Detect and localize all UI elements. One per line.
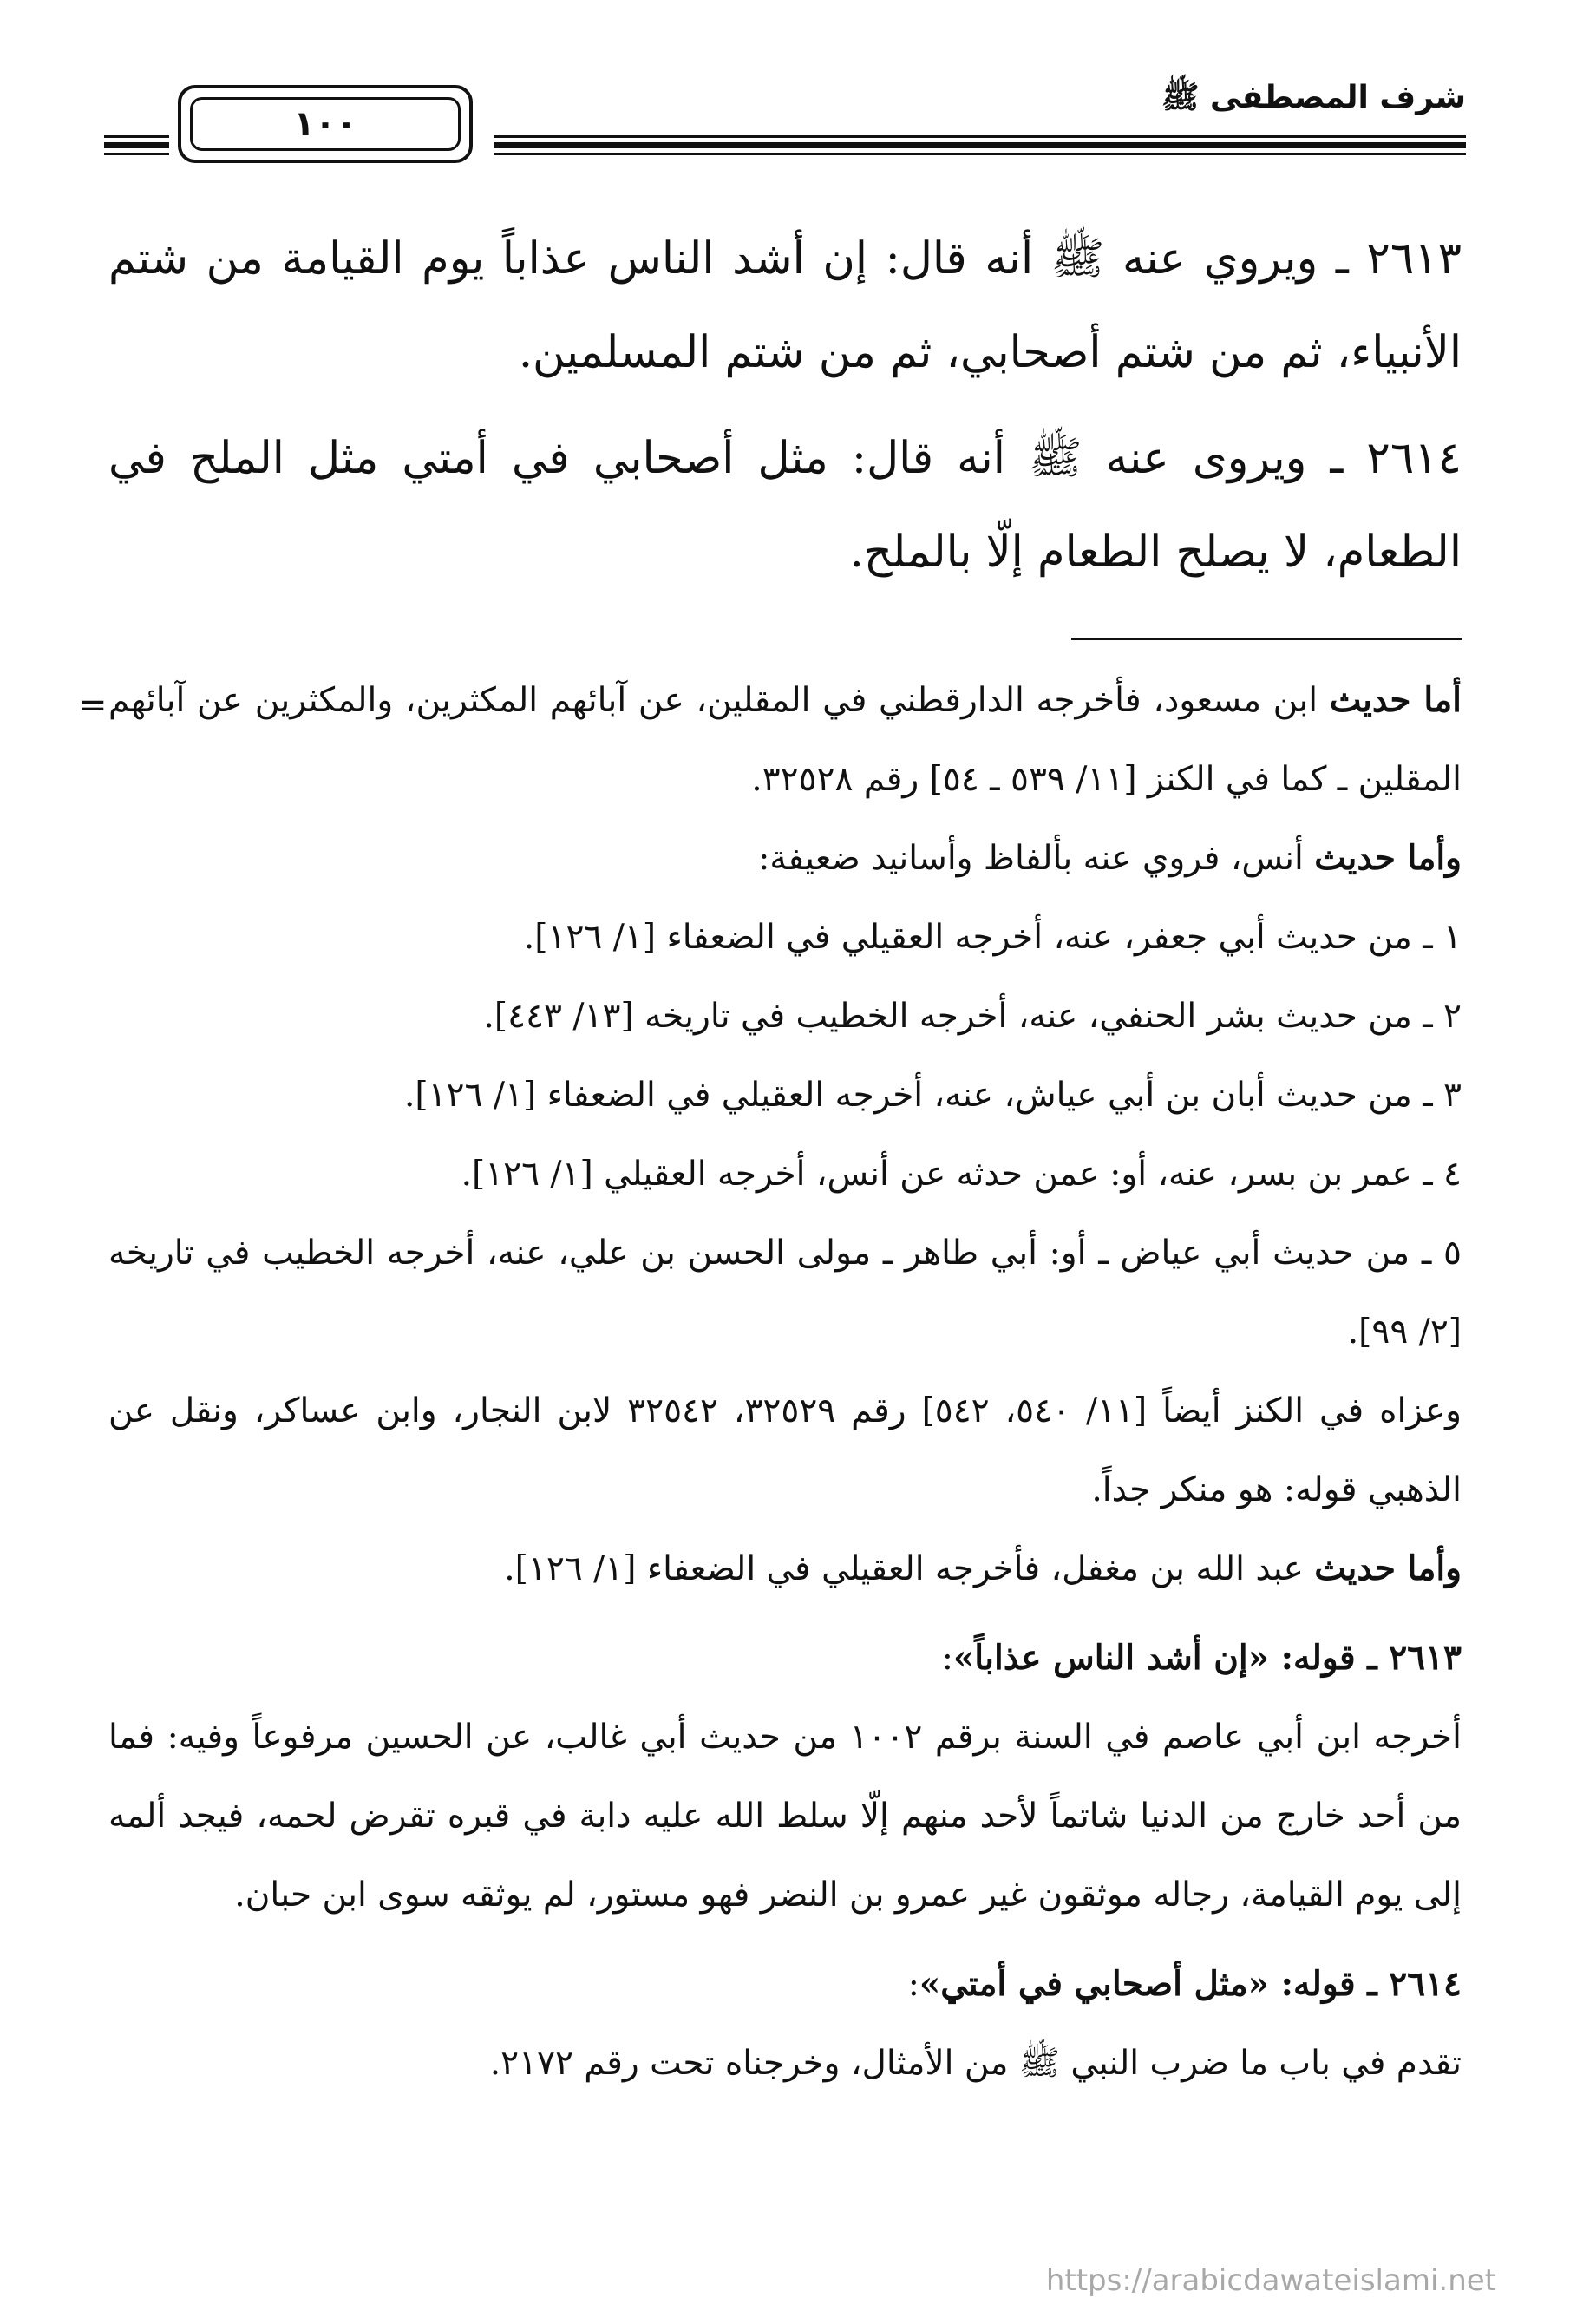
footnote-separator bbox=[1071, 638, 1462, 640]
hadith-2613: ٢٦١٣ ـ ويروي عنه ﷺ أنه قال: إن أشد الناس عذاباً يوم القيامة من شتم الأنبياء، ثم من شتم أصحابي، ثم من شتم المسلمين. bbox=[108, 233, 1462, 378]
continuation-mark: = bbox=[78, 685, 108, 725]
footnote-paragraph: أما حديث ابن مسعود، فأخرجه الدارقطني في المقلين، عن آبائهم المكثرين، والمكثرين عن آبائهم المقلين ـ كما في الكنز [١١/ ٥٣٩ ـ ٥٤] رقم ٣٢٥٢٨. bbox=[108, 680, 1462, 799]
bold-lead: أما حديث bbox=[1329, 680, 1462, 720]
hadith-2614: ٢٦١٤ ـ ويروى عنه ﷺ أنه قال: مثل أصحابي في أمتي مثل الملح في الطعام، لا يصلح الطعام إلّا بالملح. bbox=[108, 433, 1462, 578]
footnote-paragraph: وأما حديث عبد الله بن مغفل، فأخرجه العقيلي في الضعفاء [١/ ١٢٦]. bbox=[504, 1548, 1462, 1588]
page-number: ١٠٠ bbox=[190, 97, 461, 151]
footnote-list-item: ١ ـ من حديث أبي جعفر، عنه، أخرجه العقيلي في الضعفاء [١/ ١٢٦]. bbox=[523, 918, 1462, 957]
page-header bbox=[104, 61, 1466, 165]
footnote-paragraph: وأما حديث أنس، فروي عنه بألفاظ وأسانيد ضعيفة: bbox=[758, 838, 1462, 878]
bold-lead: وأما حديث bbox=[1314, 1548, 1462, 1588]
header-rule bbox=[494, 130, 1466, 165]
footnote-paragraph: وعزاه في الكنز أيضاً [١١/ ٥٤٠، ٥٤٢] رقم ٣٢٥٢٩، ٣٢٥٤٢ لابن النجار، وابن عساكر، ونقل عن الذهبي قوله: هو منكر جداً. bbox=[108, 1391, 1462, 1509]
bold-lead: وأما حديث bbox=[1314, 838, 1462, 878]
watermark-url: https://arabicdawateislami.net bbox=[1045, 2263, 1496, 2298]
footnote-paragraph: أخرجه ابن أبي عاصم في السنة برقم ١٠٠٢ من حديث أبي غالب، عن الحسين مرفوعاً وفيه: فما من أحد خارج من الدنيا شاتماً لأحد منهم إلّا سلط الله عليه دابة في قبره تقرض لحمه، فيجد ألمه إلى يوم القيامة، رجاله موثقون غير عمرو بن النضر فهو مستور، لم يوثقه سوى ابن حبان. bbox=[108, 1718, 1462, 1915]
footnote-heading-2613: ٢٦١٣ ـ قوله: «إن أشد الناس عذاباً»: bbox=[941, 1638, 1462, 1678]
main-text bbox=[108, 213, 1462, 612]
footnote-heading-2614: ٢٦١٤ ـ قوله: «مثل أصحابي في أمتي»: bbox=[907, 1964, 1462, 2004]
footnote-list-item: ٥ ـ من حديث أبي عياض ـ أو: أبي طاهر ـ مولى الحسن بن علي، عنه، أخرجه الخطيب في تاريخه [٢/ ٩٩]. bbox=[108, 1234, 1462, 1352]
footnote-list-item: ٤ ـ عمر بن بسر، عنه، أو: عمن حدثه عن أنس، أخرجه العقيلي [١/ ١٢٦]. bbox=[461, 1155, 1462, 1194]
page-number-frame bbox=[178, 85, 473, 163]
footnote-list-item: ٣ ـ من حديث أبان بن أبي عياش، عنه، أخرجه العقيلي في الضعفاء [١/ ١٢٦]. bbox=[403, 1076, 1462, 1115]
footnote-list-item: ٢ ـ من حديث بشر الحنفي، عنه، أخرجه الخطيب في تاريخه [١٣/ ٤٤٣]. bbox=[483, 997, 1462, 1036]
footnote-paragraph: تقدم في باب ما ضرب النبي ﷺ من الأمثال، وخرجناه تحت رقم ٢١٧٢. bbox=[489, 2044, 1462, 2083]
header-rule-left bbox=[104, 135, 169, 161]
footnotes bbox=[108, 661, 1462, 2103]
book-title: شرف المصطفى ﷺ bbox=[1161, 80, 1466, 115]
